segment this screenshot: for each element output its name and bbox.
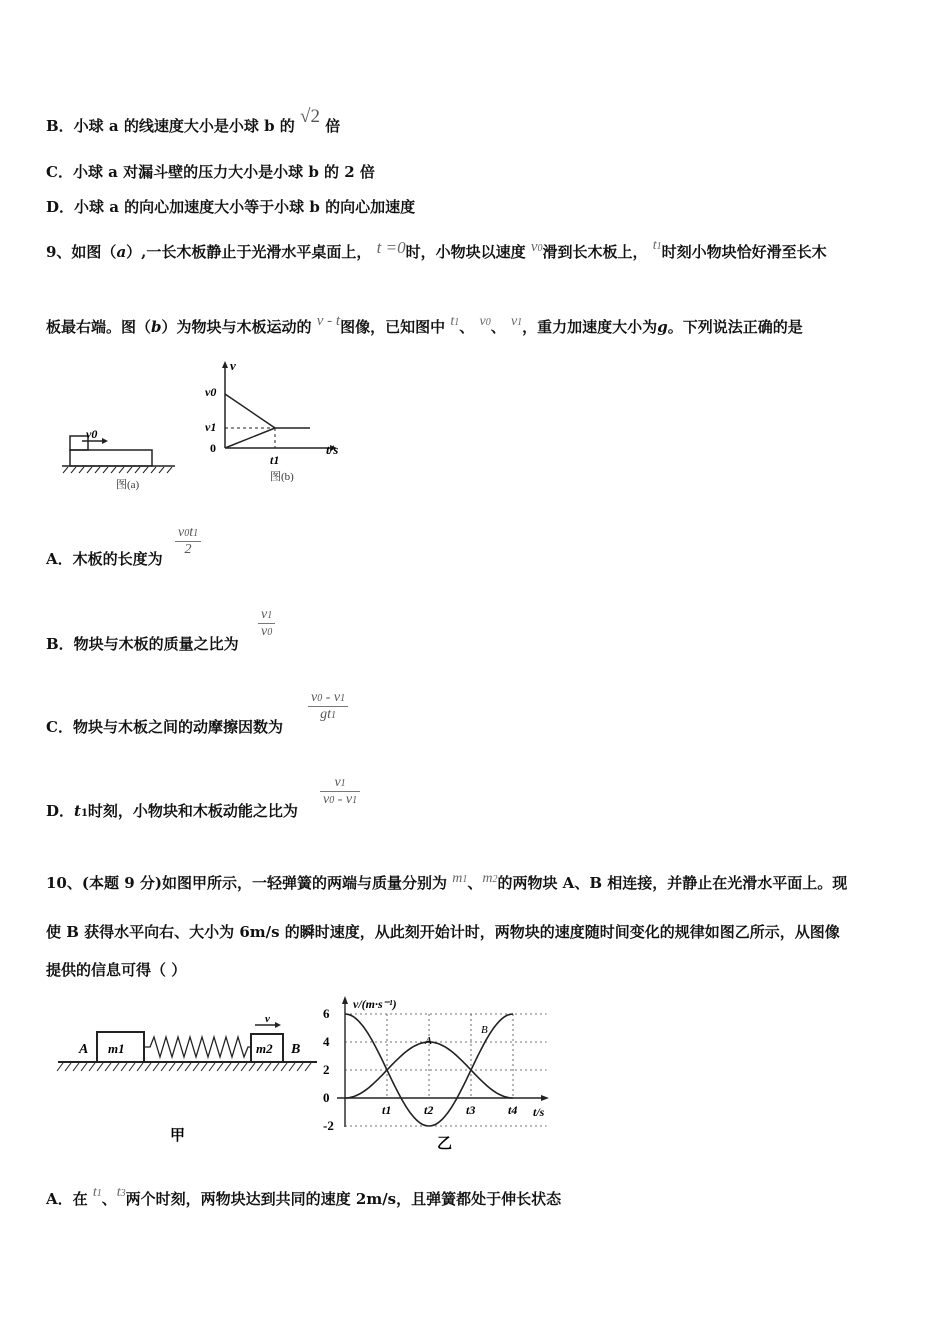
q9-option-a-frac: v0t1 2: [175, 525, 201, 558]
yi-x-tick: t2: [424, 1103, 434, 1117]
q9-option-b: B．物块与木板的质量之比为: [46, 635, 239, 653]
fig-b-zero: 0: [210, 441, 216, 455]
figure-jia: [55, 1010, 320, 1150]
q9-line2: 板最右端。图（b）为物块与木板运动的 v - t图像，已知图中 t1、 v0、 v1，重力加速度大小为g。下列说法正确的是: [46, 313, 803, 336]
yi-y-tick: 6: [323, 1006, 330, 1021]
q9-option-c: C．物块与木板之间的动摩擦因数为: [46, 718, 283, 736]
figure-a: [60, 420, 180, 495]
yi-y-label: v/(m·s⁻¹): [353, 997, 397, 1011]
sqrt2-math: √2: [300, 106, 320, 127]
yi-y-tick: 0: [323, 1090, 330, 1105]
t1-math: t1: [652, 238, 662, 253]
v0-math: v0: [530, 239, 543, 255]
figure-b: [200, 358, 360, 488]
fig-b-t1: t1: [270, 453, 280, 467]
fig-b-v0: v0: [205, 385, 217, 399]
q10-line2: 使 B 获得水平向右、大小为 6m/s 的瞬时速度，从此刻开始计时，两物块的速度随时间变化的规律如图乙所示，从图像: [46, 923, 840, 941]
q9-option-a: A．木板的长度为: [46, 550, 163, 568]
vt-math: v - t: [316, 313, 341, 329]
q9-option-d: D．t1时刻，小物块和木板动能之比为: [46, 802, 298, 820]
q10-option-a: A．在 t1、t3两个时刻，两物块达到共同的速度 2m/s，且弹簧都处于伸长状态: [46, 1185, 562, 1208]
jia-m1: m1: [108, 1041, 125, 1056]
yi-x-tick: t3: [466, 1103, 476, 1117]
fig-b-caption: 图(b): [270, 471, 294, 483]
spring: [144, 1037, 251, 1057]
q9-option-b-frac: v1 v0: [258, 607, 275, 640]
fig-b-t-axis: t/s: [326, 442, 339, 457]
fig-a-caption: 图(a): [116, 479, 140, 491]
fig-b-v1: v1: [205, 420, 217, 434]
jia-label-b: B: [291, 1042, 301, 1057]
fig-b-v-axis: v: [230, 358, 236, 373]
yi-y-tick: 2: [323, 1062, 330, 1077]
yi-y-tick: 4: [323, 1034, 330, 1049]
q10-line1: 10、(本题 9 分)如图甲所示，一轻弹簧的两端与质量分别为 m1、m2的两物块 A、B 相连接，并静止在光滑水平面上。现: [46, 871, 848, 892]
yi-y-tick: -2: [323, 1118, 334, 1133]
long-board: [70, 450, 152, 466]
jia-m2: m2: [256, 1041, 273, 1056]
block-velocity-line: [225, 394, 275, 428]
m1-math: m1: [452, 871, 468, 886]
jia-caption: 甲: [170, 1128, 186, 1144]
yi-curve-a-label: A: [425, 1035, 432, 1047]
yi-x-tick: t1: [382, 1103, 392, 1117]
q9-line1: 9、如图（a）,一长木板静止于光滑水平桌面上， t =0时，小物块以速度 v0滑到长木板上， t1时刻小物块恰好滑至长木: [46, 238, 827, 261]
option-b-prev: B．小球 a 的线速度大小是小球 b 的 √2 倍: [46, 106, 341, 135]
fig-a-v0-label: v0: [86, 427, 98, 441]
option-c-prev: C．小球 a 对漏斗壁的压力大小是小球 b 的 2 倍: [46, 163, 375, 181]
q9-option-c-frac: v0 - v1 gt1: [308, 690, 348, 723]
q9-option-d-frac: v1 v0 - v1: [320, 775, 360, 808]
jia-label-a: A: [79, 1042, 89, 1057]
yi-x-label: t/s: [533, 1105, 545, 1119]
figure-yi-chart: [315, 990, 560, 1155]
yi-x-tick: t4: [508, 1103, 518, 1117]
t-zero-math: t =0: [376, 238, 406, 257]
yi-caption: 乙: [437, 1136, 453, 1152]
yi-curve-b-label: B: [481, 1024, 488, 1036]
m2-math: m2: [482, 871, 498, 886]
board-velocity-line: [225, 428, 275, 448]
jia-v: v: [265, 1013, 270, 1025]
option-d-prev: D．小球 a 的向心加速度大小等于小球 b 的向心加速度: [46, 198, 416, 216]
q10-line3: 提供的信息可得（ ）: [46, 961, 187, 979]
